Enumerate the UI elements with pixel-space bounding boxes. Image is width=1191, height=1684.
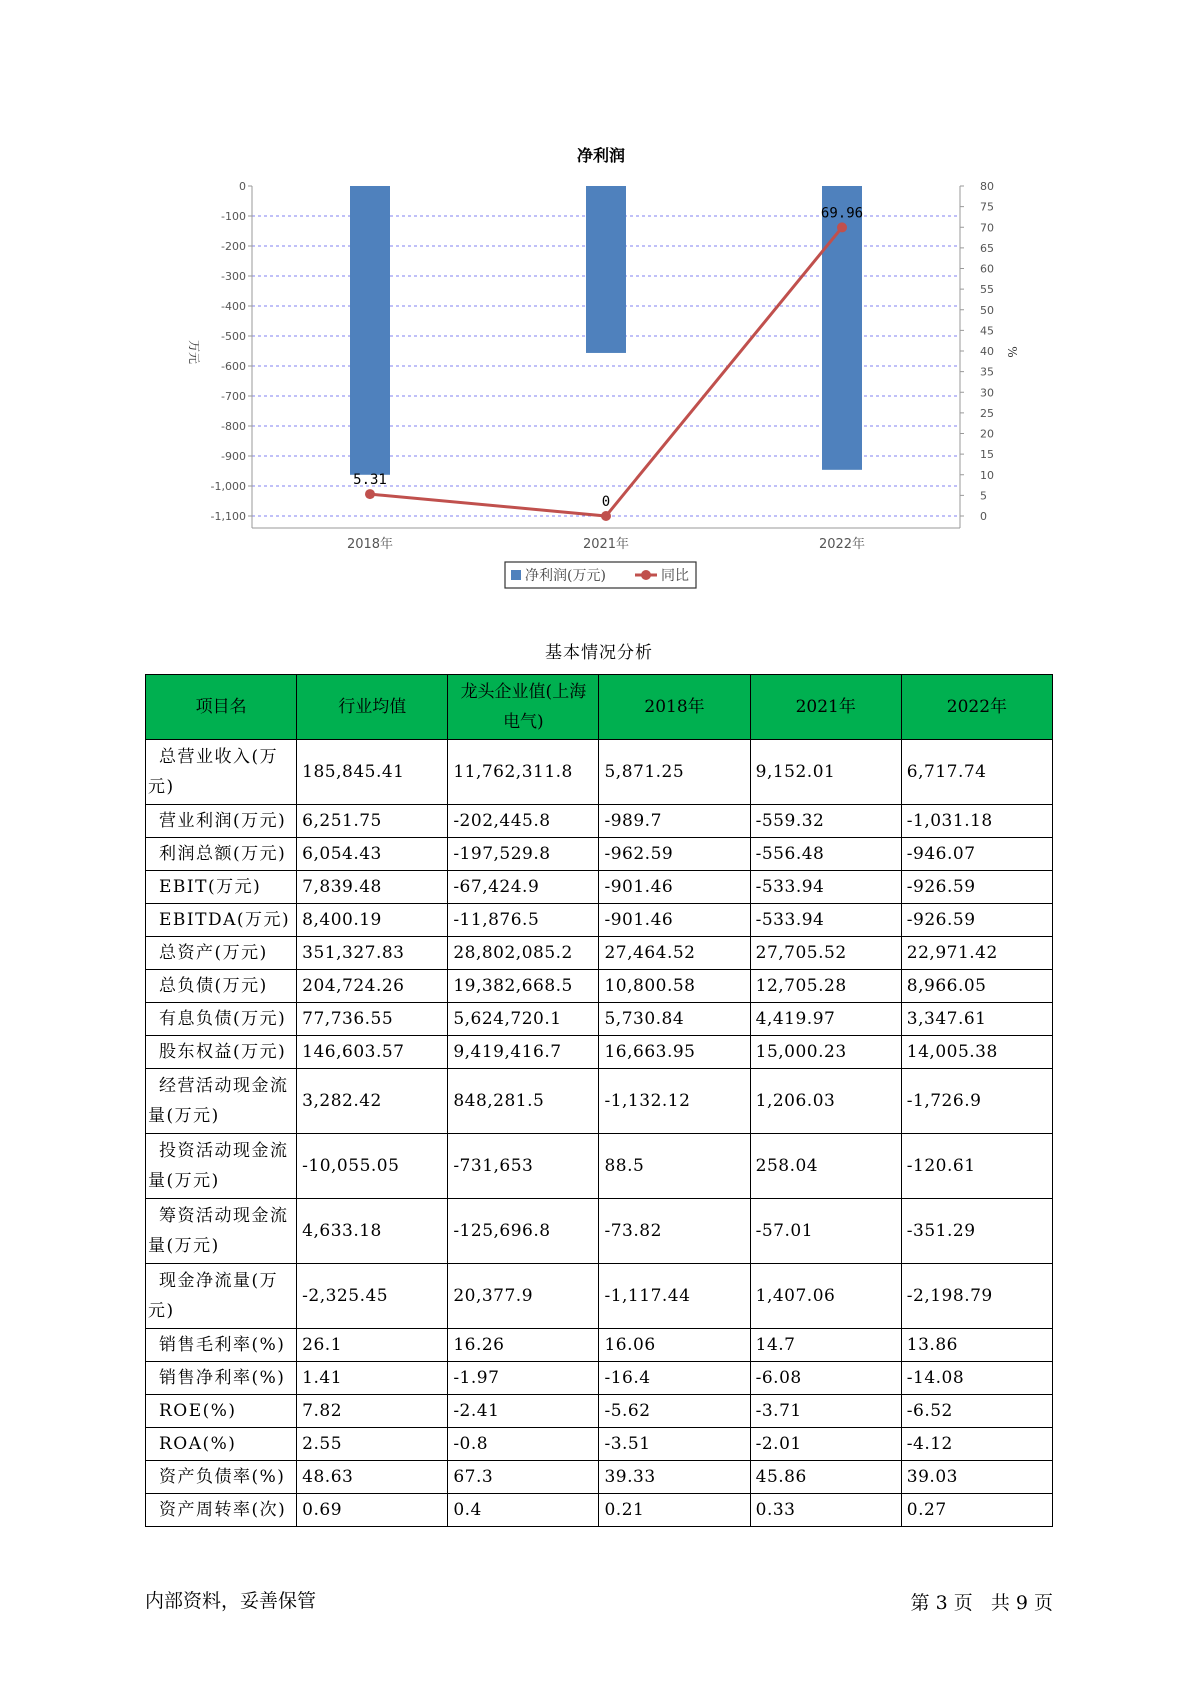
y-tick-label: -300 <box>221 270 246 283</box>
leader-value-cell: -125,696.8 <box>448 1199 599 1264</box>
yoy-data-label: 0 <box>601 494 611 510</box>
chart-title: 净利润 <box>576 146 626 165</box>
industry-average-cell: -10,055.05 <box>297 1134 448 1199</box>
y2-tick-label: 50 <box>980 303 994 317</box>
table-row <box>146 1362 1053 1395</box>
legend-bar-label: 净利润(万元) <box>525 568 606 584</box>
value-2018-cell: 16.06 <box>599 1329 750 1362</box>
value-2022-cell: 22,971.42 <box>901 937 1052 970</box>
header-2022: 2022年 <box>901 675 1052 740</box>
table-row <box>146 1036 1053 1069</box>
table-row <box>146 1264 1053 1329</box>
value-2022-cell: -120.61 <box>901 1134 1052 1199</box>
value-2021-cell: -6.08 <box>750 1362 901 1395</box>
industry-average-cell: 26.1 <box>297 1329 448 1362</box>
y2-tick-label: 5 <box>980 489 987 503</box>
header-industry-average: 行业均值 <box>297 675 448 740</box>
industry-average-cell: 7,839.48 <box>297 871 448 904</box>
value-2018-cell: 27,464.52 <box>599 937 750 970</box>
value-2021-cell: 14.7 <box>750 1329 901 1362</box>
table-row <box>146 740 1053 805</box>
y2-tick-label: 30 <box>980 386 994 400</box>
leader-value-cell: 16.26 <box>448 1329 599 1362</box>
value-2021-cell: 12,705.28 <box>750 970 901 1003</box>
value-2021-cell: 0.33 <box>750 1494 901 1527</box>
y-tick-label: -100 <box>221 210 246 223</box>
value-2018-cell: -5.62 <box>599 1395 750 1428</box>
value-2021-cell: 4,419.97 <box>750 1003 901 1036</box>
leader-value-cell: 0.4 <box>448 1494 599 1527</box>
value-2018-cell: 88.5 <box>599 1134 750 1199</box>
row-label: EBIT(万元) <box>146 871 297 904</box>
value-2018-cell: -16.4 <box>599 1362 750 1395</box>
row-label: 股东权益(万元) <box>146 1036 297 1069</box>
leader-value-cell: -2.41 <box>448 1395 599 1428</box>
value-2022-cell: 14,005.38 <box>901 1036 1052 1069</box>
value-2018-cell: -1,117.44 <box>599 1264 750 1329</box>
industry-average-cell: 6,054.43 <box>297 838 448 871</box>
value-2018-cell: -901.46 <box>599 871 750 904</box>
value-2021-cell: -559.32 <box>750 805 901 838</box>
table-row <box>146 1461 1053 1494</box>
row-label: 投资活动现金流量(万元) <box>146 1134 297 1199</box>
value-2018-cell: 16,663.95 <box>599 1036 750 1069</box>
header-2021: 2021年 <box>750 675 901 740</box>
y2-tick-label: 35 <box>980 365 994 379</box>
table-row <box>146 1134 1053 1199</box>
footer-page-number: 第 3 页 共 9 页 <box>910 1592 1053 1614</box>
row-label: ROE(%) <box>146 1395 297 1428</box>
value-2021-cell: 45.86 <box>750 1461 901 1494</box>
value-2022-cell: 13.86 <box>901 1329 1052 1362</box>
legend-line-marker <box>641 570 651 580</box>
industry-average-cell: 6,251.75 <box>297 805 448 838</box>
value-2021-cell: 258.04 <box>750 1134 901 1199</box>
table-row <box>146 1395 1053 1428</box>
value-2022-cell: 0.27 <box>901 1494 1052 1527</box>
row-label: 总营业收入(万元) <box>146 740 297 805</box>
value-2021-cell: 9,152.01 <box>750 740 901 805</box>
y2-tick-label: 75 <box>980 200 994 214</box>
value-2022-cell: -2,198.79 <box>901 1264 1052 1329</box>
value-2022-cell: -1,726.9 <box>901 1069 1052 1134</box>
value-2022-cell: -926.59 <box>901 904 1052 937</box>
yoy-point <box>601 511 611 521</box>
table-caption: 基本情况分析 <box>545 643 653 663</box>
industry-average-cell: 48.63 <box>297 1461 448 1494</box>
value-2022-cell: -1,031.18 <box>901 805 1052 838</box>
industry-average-cell: 8,400.19 <box>297 904 448 937</box>
yoy-point <box>365 489 375 499</box>
table-row <box>146 1003 1053 1036</box>
value-2022-cell: -946.07 <box>901 838 1052 871</box>
value-2018-cell: 5,730.84 <box>599 1003 750 1036</box>
row-label: 有息负债(万元) <box>146 1003 297 1036</box>
value-2018-cell: -989.7 <box>599 805 750 838</box>
y-tick-label: -600 <box>221 360 246 373</box>
value-2021-cell: 15,000.23 <box>750 1036 901 1069</box>
leader-value-cell: -202,445.8 <box>448 805 599 838</box>
table-row <box>146 937 1053 970</box>
y-tick-label: -400 <box>221 300 246 313</box>
y2-axis-title: % <box>1005 346 1019 358</box>
y2-tick-label: 20 <box>980 427 994 441</box>
industry-average-cell: 2.55 <box>297 1428 448 1461</box>
row-label: 现金净流量(万元) <box>146 1264 297 1329</box>
y2-tick-label: 15 <box>980 448 994 462</box>
table-row <box>146 1494 1053 1527</box>
industry-average-cell: 4,633.18 <box>297 1199 448 1264</box>
leader-value-cell: -1.97 <box>448 1362 599 1395</box>
chart-canvas <box>0 0 1191 600</box>
row-label: 销售净利率(%) <box>146 1362 297 1395</box>
leader-value-cell: 20,377.9 <box>448 1264 599 1329</box>
y-tick-label: -1,000 <box>210 480 246 493</box>
industry-average-cell: 77,736.55 <box>297 1003 448 1036</box>
table-row <box>146 1069 1053 1134</box>
row-label: 资产周转率(次) <box>146 1494 297 1527</box>
footer-confidential-note: 内部资料，妥善保管 <box>145 1590 317 1612</box>
bar-2018年 <box>350 186 390 475</box>
value-2022-cell: -14.08 <box>901 1362 1052 1395</box>
table-row <box>146 871 1053 904</box>
leader-value-cell: -11,876.5 <box>448 904 599 937</box>
y-tick-label: -800 <box>221 420 246 433</box>
table-row <box>146 838 1053 871</box>
industry-average-cell: 3,282.42 <box>297 1069 448 1134</box>
industry-average-cell: 185,845.41 <box>297 740 448 805</box>
row-label: 总资产(万元) <box>146 937 297 970</box>
x-tick-label: 2018年 <box>346 537 394 552</box>
leader-value-cell: 19,382,668.5 <box>448 970 599 1003</box>
yoy-data-label: 5.31 <box>353 472 387 489</box>
industry-average-cell: 0.69 <box>297 1494 448 1527</box>
industry-average-cell: -2,325.45 <box>297 1264 448 1329</box>
value-2018-cell: 0.21 <box>599 1494 750 1527</box>
table-row <box>146 805 1053 838</box>
row-label: 利润总额(万元) <box>146 838 297 871</box>
y2-tick-label: 10 <box>980 468 994 482</box>
leader-value-cell: 11,762,311.8 <box>448 740 599 805</box>
y-tick-label: -700 <box>221 390 246 403</box>
leader-value-cell: 5,624,720.1 <box>448 1003 599 1036</box>
row-label: ROA(%) <box>146 1428 297 1461</box>
leader-value-cell: -0.8 <box>448 1428 599 1461</box>
value-2021-cell: -2.01 <box>750 1428 901 1461</box>
leader-value-cell: -197,529.8 <box>448 838 599 871</box>
y-tick-label: 0 <box>239 180 246 193</box>
y-axis-title: 万元 <box>187 339 201 365</box>
value-2018-cell: -3.51 <box>599 1428 750 1461</box>
leader-value-cell: -731,653 <box>448 1134 599 1199</box>
y2-tick-label: 0 <box>980 510 987 523</box>
value-2022-cell: -351.29 <box>901 1199 1052 1264</box>
value-2018-cell: 39.33 <box>599 1461 750 1494</box>
legend-bar-swatch <box>511 570 521 580</box>
y-tick-label: -200 <box>221 240 246 253</box>
value-2022-cell: -6.52 <box>901 1395 1052 1428</box>
legend-line-label: 同比 <box>661 568 689 584</box>
table-row <box>146 970 1053 1003</box>
value-2018-cell: -901.46 <box>599 904 750 937</box>
value-2018-cell: -1,132.12 <box>599 1069 750 1134</box>
leader-value-cell: 848,281.5 <box>448 1069 599 1134</box>
value-2022-cell: 8,966.05 <box>901 970 1052 1003</box>
table-header-row <box>146 675 1053 740</box>
row-label: 资产负债率(%) <box>146 1461 297 1494</box>
leader-value-cell: 28,802,085.2 <box>448 937 599 970</box>
y2-tick-label: 80 <box>980 180 994 193</box>
header-leader-value: 龙头企业值(上海电气) <box>448 675 599 740</box>
y2-tick-label: 55 <box>980 283 994 297</box>
net-profit-chart <box>0 0 1191 600</box>
yoy-point <box>837 222 847 232</box>
table-row <box>146 1329 1053 1362</box>
value-2018-cell: 10,800.58 <box>599 970 750 1003</box>
value-2022-cell: 3,347.61 <box>901 1003 1052 1036</box>
industry-average-cell: 351,327.83 <box>297 937 448 970</box>
row-label: EBITDA(万元) <box>146 904 297 937</box>
leader-value-cell: 67.3 <box>448 1461 599 1494</box>
table-row <box>146 904 1053 937</box>
y2-tick-label: 70 <box>980 221 994 235</box>
leader-value-cell: 9,419,416.7 <box>448 1036 599 1069</box>
row-label: 营业利润(万元) <box>146 805 297 838</box>
y-tick-label: -900 <box>221 450 246 463</box>
y-tick-label: -1,100 <box>210 510 246 523</box>
header-2018: 2018年 <box>599 675 750 740</box>
value-2021-cell: -556.48 <box>750 838 901 871</box>
table-row <box>146 1199 1053 1264</box>
basic-analysis-table <box>145 674 1053 1527</box>
value-2021-cell: 1,206.03 <box>750 1069 901 1134</box>
value-2022-cell: -4.12 <box>901 1428 1052 1461</box>
y-tick-label: -500 <box>221 330 246 343</box>
value-2021-cell: -57.01 <box>750 1199 901 1264</box>
industry-average-cell: 1.41 <box>297 1362 448 1395</box>
y2-tick-label: 45 <box>980 324 994 338</box>
leader-value-cell: -67,424.9 <box>448 871 599 904</box>
y2-tick-label: 65 <box>980 241 994 255</box>
value-2021-cell: -533.94 <box>750 904 901 937</box>
value-2021-cell: -3.71 <box>750 1395 901 1428</box>
table-row <box>146 1428 1053 1461</box>
value-2022-cell: 6,717.74 <box>901 740 1052 805</box>
row-label: 销售毛利率(%) <box>146 1329 297 1362</box>
bar-2021年 <box>586 186 626 353</box>
value-2021-cell: 1,407.06 <box>750 1264 901 1329</box>
row-label: 总负债(万元) <box>146 970 297 1003</box>
x-tick-label: 2022年 <box>818 537 866 552</box>
value-2018-cell: -73.82 <box>599 1199 750 1264</box>
value-2018-cell: 5,871.25 <box>599 740 750 805</box>
value-2022-cell: -926.59 <box>901 871 1052 904</box>
value-2018-cell: -962.59 <box>599 838 750 871</box>
value-2021-cell: -533.94 <box>750 871 901 904</box>
industry-average-cell: 146,603.57 <box>297 1036 448 1069</box>
value-2021-cell: 27,705.52 <box>750 937 901 970</box>
y2-tick-label: 25 <box>980 406 994 420</box>
y2-tick-label: 40 <box>980 345 994 358</box>
industry-average-cell: 7.82 <box>297 1395 448 1428</box>
yoy-data-label: 69.96 <box>820 205 864 222</box>
row-label: 经营活动现金流量(万元) <box>146 1069 297 1134</box>
row-label: 筹资活动现金流量(万元) <box>146 1199 297 1264</box>
header-item-name: 项目名 <box>146 675 297 740</box>
industry-average-cell: 204,724.26 <box>297 970 448 1003</box>
x-tick-label: 2021年 <box>582 537 630 552</box>
value-2022-cell: 39.03 <box>901 1461 1052 1494</box>
y2-tick-label: 60 <box>980 262 994 276</box>
